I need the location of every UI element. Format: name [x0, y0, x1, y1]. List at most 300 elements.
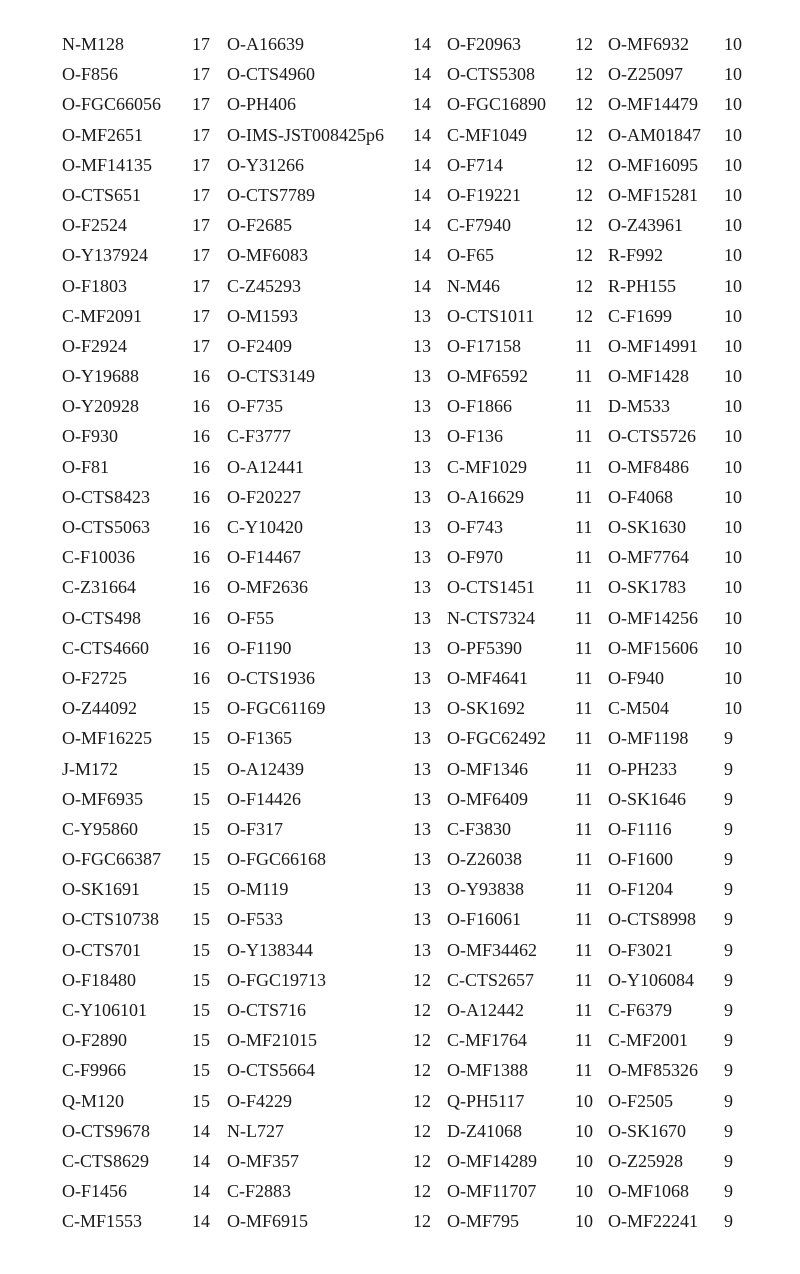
marker-count: 10: [724, 486, 742, 507]
marker-count: 11: [575, 547, 593, 568]
marker-label: O-MF2651: [62, 124, 144, 145]
marker-count: 15: [192, 909, 210, 930]
marker-label: O-AM01847: [608, 124, 701, 145]
marker-label: O-F743: [447, 517, 504, 537]
table-row: [0, 120, 800, 150]
marker-count: 12: [575, 124, 593, 145]
marker-count: 15: [192, 758, 210, 779]
table-row: [0, 542, 800, 572]
marker-label: O-CTS10738: [62, 909, 160, 930]
marker-label: O-F1803: [62, 275, 128, 296]
marker-count: 13: [413, 758, 431, 779]
marker-label: O-MF14289: [447, 1150, 538, 1171]
marker-label: O-CTS716: [227, 1000, 307, 1020]
table-row: [0, 693, 800, 723]
marker-count-table: [0, 29, 800, 1237]
marker-count: 11: [575, 366, 593, 387]
marker-count: 11: [575, 486, 593, 507]
marker-label: O-F856: [62, 64, 119, 85]
marker-label: O-F2505: [608, 1090, 674, 1111]
marker-label: C-MF1553: [62, 1211, 143, 1232]
marker-label: C-F1699: [608, 305, 673, 326]
marker-count: 17: [192, 124, 210, 145]
marker-count: 14: [413, 275, 431, 296]
marker-count: 10: [724, 698, 742, 719]
marker-count: 15: [192, 728, 210, 749]
marker-label: O-F20227: [227, 486, 302, 507]
marker-count: 13: [413, 728, 431, 749]
marker-label: O-FGC62492: [447, 728, 547, 749]
marker-count: 11: [575, 758, 593, 779]
marker-label: O-F136: [447, 426, 504, 447]
marker-count: 13: [413, 637, 431, 658]
table-row: [0, 361, 800, 391]
marker-count: 15: [192, 969, 210, 990]
marker-count: 14: [192, 1150, 210, 1171]
table-row: [0, 301, 800, 331]
marker-label: O-Y31266: [227, 154, 304, 175]
marker-label: C-F6379: [608, 1000, 673, 1020]
marker-count: 9: [724, 939, 733, 960]
marker-label: C-CTS4660: [62, 637, 150, 658]
marker-count: 11: [575, 396, 593, 417]
marker-count: 12: [413, 969, 431, 990]
marker-count: 10: [575, 1181, 593, 1202]
marker-label: O-MF11707: [447, 1181, 537, 1202]
marker-count: 11: [575, 1000, 593, 1020]
marker-label: O-SK1692: [447, 698, 526, 719]
marker-label: D-Z41068: [447, 1120, 522, 1141]
table-row: [0, 331, 800, 361]
marker-label: O-F2890: [62, 1030, 128, 1051]
marker-count: 13: [413, 456, 431, 477]
table-row: [0, 1116, 800, 1146]
marker-count: 13: [413, 939, 431, 960]
marker-count: 11: [575, 849, 593, 870]
marker-label: O-F3021: [608, 939, 674, 960]
marker-count: 10: [724, 94, 742, 115]
table-row: [0, 723, 800, 753]
marker-label: O-FGC66056: [62, 94, 162, 115]
marker-label: O-MF14256: [608, 607, 699, 628]
marker-label: O-A12439: [227, 758, 304, 779]
marker-label: O-F735: [227, 396, 284, 417]
marker-label: O-SK1630: [608, 517, 687, 537]
marker-count: 12: [575, 64, 593, 85]
table-row: [0, 784, 800, 814]
marker-label: O-F1866: [447, 396, 513, 417]
marker-label: J-M172: [62, 758, 119, 779]
table-row: [0, 391, 800, 421]
marker-count: 11: [575, 818, 593, 839]
marker-count: 10: [724, 607, 742, 628]
marker-label: D-M533: [608, 396, 670, 417]
marker-label: O-MF7764: [608, 547, 690, 568]
marker-label: O-CTS5308: [447, 64, 536, 85]
marker-count: 10: [575, 1150, 593, 1171]
marker-label: O-MF795: [447, 1211, 520, 1232]
marker-count: 13: [413, 366, 431, 387]
marker-count: 15: [192, 818, 210, 839]
marker-count: 11: [575, 728, 593, 749]
marker-label: O-Y93838: [447, 879, 524, 900]
marker-count: 10: [724, 547, 742, 568]
marker-label: O-MF2636: [227, 577, 309, 598]
marker-count: 17: [192, 215, 210, 236]
marker-count: 10: [724, 275, 742, 296]
marker-label: R-F992: [608, 245, 664, 266]
marker-label: O-Z44092: [62, 698, 137, 719]
marker-label: O-MF8486: [608, 456, 690, 477]
marker-count: 10: [724, 366, 742, 387]
marker-count: 10: [724, 154, 742, 175]
table-row: [0, 1206, 800, 1236]
marker-label: O-CTS7789: [227, 184, 316, 205]
marker-label: C-MF2001: [608, 1030, 689, 1051]
marker-count: 17: [192, 335, 210, 356]
marker-count: 17: [192, 305, 210, 326]
marker-count: 14: [413, 184, 431, 205]
marker-label: O-MF1068: [608, 1181, 690, 1202]
table-row: [0, 271, 800, 301]
marker-label: O-CTS5664: [227, 1060, 316, 1081]
marker-count: 10: [724, 64, 742, 85]
marker-label: O-CTS1011: [447, 305, 535, 326]
marker-count: 14: [413, 215, 431, 236]
marker-count: 10: [575, 1120, 593, 1141]
marker-count: 12: [413, 1150, 431, 1171]
marker-label: O-MF22241: [608, 1211, 699, 1232]
marker-label: O-Y137924: [62, 245, 148, 266]
marker-count: 14: [413, 34, 431, 54]
marker-label: O-MF6935: [62, 788, 144, 809]
marker-count: 13: [413, 909, 431, 930]
marker-label: O-IMS-JST008425p6: [227, 124, 385, 145]
marker-count: 15: [192, 1030, 210, 1051]
marker-label: O-F1456: [62, 1181, 128, 1202]
marker-label: O-CTS1451: [447, 577, 536, 598]
marker-label: O-F17158: [447, 335, 522, 356]
table-row: [0, 482, 800, 512]
marker-label: O-MF14991: [608, 335, 699, 356]
marker-count: 9: [724, 1030, 733, 1051]
table-row: [0, 814, 800, 844]
marker-count: 17: [192, 94, 210, 115]
marker-label: O-SK1783: [608, 577, 687, 598]
table-row: [0, 1146, 800, 1176]
table-row: [0, 844, 800, 874]
marker-count: 16: [192, 547, 210, 568]
marker-label: O-CTS8423: [62, 486, 151, 507]
marker-count: 16: [192, 577, 210, 598]
marker-label: O-Y138344: [227, 939, 313, 960]
marker-count: 17: [192, 64, 210, 85]
marker-label: O-FGC66168: [227, 849, 327, 870]
marker-count: 13: [413, 396, 431, 417]
marker-count: 12: [413, 1120, 431, 1141]
table-row: [0, 59, 800, 89]
marker-count: 12: [413, 1060, 431, 1081]
marker-label: O-F4229: [227, 1090, 293, 1111]
marker-label: O-CTS5726: [608, 426, 697, 447]
marker-label: N-M46: [447, 275, 500, 296]
marker-label: O-F81: [62, 456, 110, 477]
marker-count: 10: [575, 1211, 593, 1232]
marker-label: O-MF14479: [608, 94, 699, 115]
marker-count: 10: [724, 517, 742, 537]
marker-label: C-MF1764: [447, 1030, 528, 1051]
marker-count: 10: [724, 124, 742, 145]
marker-count: 12: [575, 245, 593, 266]
marker-label: O-FGC16890: [447, 94, 547, 115]
marker-label: O-MF21015: [227, 1030, 318, 1051]
marker-count: 14: [192, 1120, 210, 1141]
marker-label: O-Y19688: [62, 366, 139, 387]
marker-count: 12: [575, 184, 593, 205]
marker-label: O-MF6932: [608, 34, 690, 54]
marker-label: O-CTS498: [62, 607, 142, 628]
marker-label: O-MF6083: [227, 245, 309, 266]
table-row: [0, 633, 800, 663]
marker-count: 15: [192, 698, 210, 719]
marker-count: 12: [413, 1030, 431, 1051]
marker-count: 14: [192, 1211, 210, 1232]
marker-count: 15: [192, 879, 210, 900]
marker-count: 9: [724, 1120, 733, 1141]
marker-count: 16: [192, 456, 210, 477]
marker-label: O-MF6409: [447, 788, 529, 809]
marker-label: N-CTS7324: [447, 607, 536, 628]
marker-count: 12: [575, 215, 593, 236]
marker-count: 13: [413, 607, 431, 628]
marker-label: O-F2924: [62, 335, 128, 356]
table-row: [0, 421, 800, 451]
marker-label: O-F317: [227, 818, 284, 839]
marker-label: O-F4068: [608, 486, 674, 507]
table-row: [0, 572, 800, 602]
marker-label: O-MF14135: [62, 154, 153, 175]
table-row: [0, 89, 800, 119]
marker-label: O-PH233: [608, 758, 678, 779]
marker-label: O-Z26038: [447, 849, 522, 870]
marker-count: 10: [575, 1090, 593, 1111]
marker-label: O-CTS8998: [608, 909, 697, 930]
marker-label: O-SK1670: [608, 1120, 687, 1141]
marker-count: 12: [413, 1090, 431, 1111]
marker-label: O-MF1428: [608, 366, 690, 387]
marker-count: 16: [192, 486, 210, 507]
marker-label: O-F2725: [62, 667, 128, 688]
marker-label: O-SK1646: [608, 788, 687, 809]
marker-count: 10: [724, 396, 742, 417]
marker-count: 16: [192, 637, 210, 658]
marker-count: 13: [413, 426, 431, 447]
marker-label: O-MF357: [227, 1150, 300, 1171]
marker-count: 17: [192, 184, 210, 205]
marker-label: O-CTS4960: [227, 64, 316, 85]
marker-count: 16: [192, 396, 210, 417]
marker-count: 13: [413, 667, 431, 688]
marker-label: C-M504: [608, 698, 670, 719]
marker-label: O-MF6915: [227, 1211, 309, 1232]
marker-count: 14: [192, 1181, 210, 1202]
marker-label: C-MF1029: [447, 456, 528, 477]
marker-label: C-Z45293: [227, 275, 301, 296]
marker-label: O-F2524: [62, 215, 128, 236]
marker-count: 15: [192, 939, 210, 960]
marker-count: 10: [724, 215, 742, 236]
marker-count: 9: [724, 1060, 733, 1081]
marker-count: 11: [575, 879, 593, 900]
marker-count: 14: [413, 124, 431, 145]
table-row: [0, 240, 800, 270]
marker-label: O-F19221: [447, 184, 522, 205]
marker-label: O-MF16095: [608, 154, 699, 175]
marker-label: O-A12442: [447, 1000, 524, 1020]
marker-label: O-FGC19713: [227, 969, 327, 990]
marker-count: 9: [724, 879, 733, 900]
marker-count: 13: [413, 879, 431, 900]
marker-count: 16: [192, 517, 210, 537]
marker-count: 9: [724, 1090, 733, 1111]
marker-label: O-F970: [447, 547, 504, 568]
marker-count: 14: [413, 64, 431, 85]
marker-count: 17: [192, 245, 210, 266]
marker-count: 13: [413, 698, 431, 719]
marker-label: O-F65: [447, 245, 495, 266]
marker-count: 13: [413, 818, 431, 839]
marker-label: C-F2883: [227, 1181, 292, 1202]
marker-count: 12: [413, 1181, 431, 1202]
marker-count: 12: [575, 154, 593, 175]
marker-label: O-MF1388: [447, 1060, 529, 1081]
marker-label: O-CTS3149: [227, 366, 316, 387]
marker-label: O-F533: [227, 909, 284, 930]
marker-label: O-MF34462: [447, 939, 538, 960]
marker-label: O-F940: [608, 667, 665, 688]
marker-label: O-F1365: [227, 728, 293, 749]
marker-count: 16: [192, 366, 210, 387]
marker-label: O-Z25097: [608, 64, 683, 85]
marker-count: 15: [192, 849, 210, 870]
marker-label: O-MF85326: [608, 1060, 699, 1081]
marker-count: 11: [575, 698, 593, 719]
marker-label: O-Y20928: [62, 396, 139, 417]
marker-label: O-MF15606: [608, 637, 699, 658]
marker-count: 11: [575, 456, 593, 477]
table-row: [0, 603, 800, 633]
marker-count: 9: [724, 1211, 733, 1232]
marker-label: O-SK1691: [62, 879, 141, 900]
marker-count: 11: [575, 637, 593, 658]
marker-count: 12: [575, 275, 593, 296]
marker-count: 10: [724, 184, 742, 205]
marker-label: O-PH406: [227, 94, 297, 115]
table-row: [0, 904, 800, 934]
table-row: [0, 965, 800, 995]
marker-label: O-A16639: [227, 34, 304, 54]
marker-count: 11: [575, 1060, 593, 1081]
marker-label: O-MF6592: [447, 366, 529, 387]
marker-label: C-F3777: [227, 426, 292, 447]
marker-label: O-F16061: [447, 909, 522, 930]
table-row: [0, 210, 800, 240]
table-row: [0, 1176, 800, 1206]
table-row: [0, 1025, 800, 1055]
marker-label: R-PH155: [608, 275, 677, 296]
marker-count: 11: [575, 426, 593, 447]
marker-label: O-MF1346: [447, 758, 529, 779]
marker-count: 10: [724, 637, 742, 658]
marker-count: 15: [192, 788, 210, 809]
marker-label: C-F7940: [447, 215, 512, 236]
marker-count: 13: [413, 547, 431, 568]
marker-count: 13: [413, 849, 431, 870]
marker-label: O-F930: [62, 426, 119, 447]
marker-label: C-CTS8629: [62, 1150, 150, 1171]
marker-label: O-MF15281: [608, 184, 699, 205]
marker-count: 15: [192, 1060, 210, 1081]
marker-count: 13: [413, 305, 431, 326]
marker-label: O-F14426: [227, 788, 302, 809]
marker-count: 16: [192, 667, 210, 688]
table-row: [0, 452, 800, 482]
marker-label: O-MF16225: [62, 728, 153, 749]
marker-label: O-CTS5063: [62, 517, 151, 537]
marker-label: O-Y106084: [608, 969, 694, 990]
marker-count: 10: [724, 667, 742, 688]
marker-label: O-F20963: [447, 34, 522, 54]
marker-count: 17: [192, 275, 210, 296]
marker-count: 16: [192, 607, 210, 628]
marker-label: O-MF1198: [608, 728, 689, 749]
marker-count: 11: [575, 909, 593, 930]
table-row: [0, 150, 800, 180]
table-row: [0, 995, 800, 1025]
marker-count: 11: [575, 517, 593, 537]
table-row: [0, 1086, 800, 1116]
marker-label: O-CTS651: [62, 184, 142, 205]
marker-count: 11: [575, 577, 593, 598]
marker-label: O-F1116: [608, 818, 672, 839]
marker-label: O-F1600: [608, 849, 674, 870]
table-row: [0, 935, 800, 965]
marker-count: 9: [724, 969, 733, 990]
marker-count: 11: [575, 667, 593, 688]
marker-label: O-F18480: [62, 969, 137, 990]
marker-count: 11: [575, 939, 593, 960]
marker-label: O-M1593: [227, 305, 298, 326]
marker-count: 12: [575, 34, 593, 54]
marker-count: 9: [724, 1150, 733, 1171]
marker-count: 14: [413, 94, 431, 115]
marker-label: O-CTS9678: [62, 1120, 151, 1141]
marker-label: C-Y10420: [227, 517, 303, 537]
marker-count: 17: [192, 154, 210, 175]
marker-label: O-F1190: [227, 637, 292, 658]
marker-count: 9: [724, 1000, 733, 1020]
marker-count: 11: [575, 788, 593, 809]
marker-count: 10: [724, 426, 742, 447]
marker-count: 13: [413, 788, 431, 809]
marker-count: 9: [724, 728, 733, 749]
marker-label: O-F1204: [608, 879, 674, 900]
marker-count: 14: [413, 154, 431, 175]
marker-count: 15: [192, 1000, 210, 1020]
marker-count: 9: [724, 818, 733, 839]
marker-count: 9: [724, 788, 733, 809]
marker-label: O-A16629: [447, 486, 524, 507]
